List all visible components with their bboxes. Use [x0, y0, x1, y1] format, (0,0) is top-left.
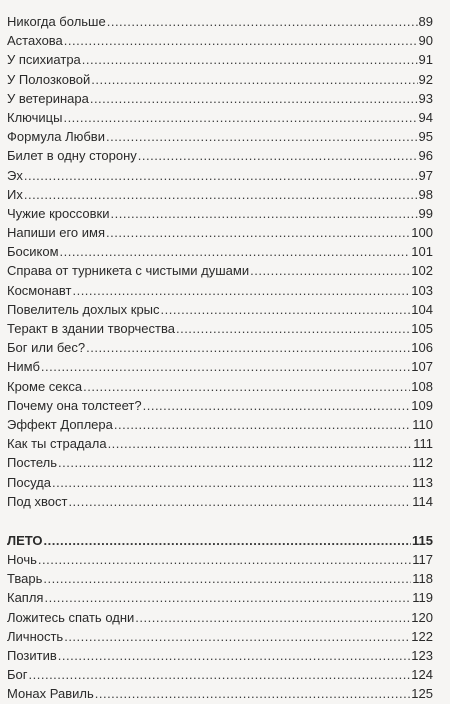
toc-entry	[7, 627, 433, 646]
dot-leader	[135, 608, 410, 627]
section-heading-page: 115	[412, 532, 433, 548]
toc-entry	[7, 185, 433, 204]
dot-leader	[52, 473, 411, 492]
entry-title: У Полозковой	[7, 71, 91, 87]
entry-title: Как ты страдала	[7, 436, 107, 452]
entry-title: Ключицы	[7, 109, 63, 125]
dot-leader	[29, 665, 411, 684]
dot-leader	[90, 89, 418, 108]
dot-leader	[82, 50, 418, 69]
entry-page-number: 105	[411, 321, 433, 336]
entry-page-number: 112	[412, 455, 433, 471]
entry-page-number: 117	[412, 552, 433, 568]
entry-title: Бог или бес?	[7, 340, 86, 356]
toc-entry	[7, 319, 433, 338]
entry-page-number: 111	[413, 436, 433, 452]
toc-entry	[7, 492, 433, 511]
entry-page-number: 106	[411, 340, 433, 356]
toc-entry	[7, 242, 433, 261]
entry-page-number: 123	[411, 648, 433, 663]
entry-page-number: 104	[411, 301, 433, 317]
entry-title: Личность	[7, 628, 64, 644]
dot-leader	[176, 319, 410, 338]
entry-page-number: 92	[418, 71, 433, 87]
entry-title: Эффект Доплера	[7, 416, 113, 432]
entry-page-number: 94	[418, 109, 433, 125]
toc-entry	[7, 434, 433, 453]
toc-entry	[7, 608, 433, 627]
dot-leader	[106, 127, 418, 146]
toc-entry	[7, 453, 433, 472]
dot-leader	[41, 357, 410, 376]
entry-title: Эх	[7, 167, 23, 183]
dot-leader	[43, 569, 411, 588]
section-heading-title: ЛЕТО	[7, 532, 43, 548]
toc-entry	[7, 588, 433, 607]
toc-entry	[7, 146, 433, 165]
dot-leader	[24, 166, 418, 185]
entry-title: Ложитесь спать одни	[7, 609, 135, 625]
entry-title: Монах Равиль	[7, 686, 94, 702]
dot-leader	[58, 453, 411, 472]
entry-title: Теракт в здании творчества	[7, 321, 175, 336]
dot-leader	[83, 377, 410, 396]
toc-section	[7, 12, 433, 511]
toc-entry	[7, 665, 433, 684]
entry-page-number: 96	[418, 148, 433, 164]
entry-page-number: 103	[411, 282, 433, 298]
dot-leader	[44, 588, 411, 607]
entry-page-number: 98	[418, 186, 433, 202]
entry-page-number: 113	[412, 474, 433, 490]
toc-entry	[7, 89, 433, 108]
entry-title: Никогда больше	[7, 14, 106, 29]
entry-title: Справа от турникета с чистыми душами	[7, 263, 250, 279]
entry-title: Постель	[7, 455, 58, 471]
dot-leader	[107, 12, 418, 31]
dot-leader	[108, 434, 413, 453]
table-of-contents	[7, 12, 433, 704]
dot-leader	[58, 646, 411, 665]
dot-leader	[38, 550, 411, 569]
entry-title: Нимб	[7, 359, 40, 375]
toc-entry	[7, 223, 433, 242]
toc-entry	[7, 338, 433, 357]
entry-title: Капля	[7, 590, 44, 606]
entry-page-number: 119	[412, 590, 433, 606]
section-gap	[7, 511, 433, 531]
dot-leader	[138, 146, 418, 165]
entry-title: Кроме секса	[7, 378, 83, 394]
toc-entry	[7, 127, 433, 146]
dot-leader	[44, 531, 411, 550]
toc-section-heading	[7, 531, 433, 550]
dot-leader	[111, 204, 418, 223]
entry-title: Бог	[7, 667, 28, 683]
dot-leader	[60, 242, 411, 261]
entry-page-number: 118	[412, 571, 433, 587]
entry-page-number: 89	[418, 14, 433, 29]
toc-entry	[7, 108, 433, 127]
toc-entry	[7, 281, 433, 300]
entry-page-number: 90	[418, 33, 433, 49]
entry-title: Формула Любви	[7, 129, 105, 145]
entry-title: У ветеринара	[7, 90, 89, 106]
toc-entry	[7, 569, 433, 588]
toc-entry	[7, 31, 433, 50]
dot-leader	[114, 415, 411, 434]
entry-page-number: 110	[412, 416, 433, 432]
toc-entry	[7, 646, 433, 665]
entry-title: Астахова	[7, 33, 63, 49]
entry-title: Ночь	[7, 552, 37, 568]
dot-leader	[95, 684, 411, 703]
entry-page-number: 125	[411, 686, 433, 702]
entry-page-number: 114	[412, 493, 433, 509]
entry-page-number: 120	[411, 609, 433, 625]
entry-title: Напиши его имя	[7, 225, 105, 241]
entry-page-number: 99	[418, 205, 433, 221]
dot-leader	[72, 281, 410, 300]
entry-title: Билет в одну сторону	[7, 148, 137, 164]
entry-title: Тварь	[7, 571, 43, 587]
dot-leader	[106, 223, 410, 242]
entry-title: У психиатра	[7, 52, 81, 68]
dot-leader	[143, 396, 411, 415]
toc-entry	[7, 415, 433, 434]
entry-page-number: 122	[411, 628, 433, 644]
toc-entry	[7, 166, 433, 185]
entry-title: Почему она толстеет?	[7, 397, 142, 413]
dot-leader	[63, 108, 417, 127]
toc-entry	[7, 684, 433, 703]
dot-leader	[91, 70, 417, 89]
entry-title: Космонавт	[7, 282, 72, 298]
entry-page-number: 108	[411, 378, 433, 394]
entry-page-number: 107	[411, 359, 433, 375]
dot-leader	[161, 300, 411, 319]
entry-page-number: 93	[418, 90, 433, 106]
dot-leader	[68, 492, 411, 511]
toc-entry	[7, 396, 433, 415]
entry-title: Под хвост	[7, 493, 68, 509]
entry-page-number: 97	[418, 167, 433, 183]
toc-entry	[7, 70, 433, 89]
toc-entry	[7, 204, 433, 223]
entry-page-number: 102	[411, 263, 433, 279]
entry-title: Повелитель дохлых крыс	[7, 301, 160, 317]
dot-leader	[86, 338, 410, 357]
entry-page-number: 100	[411, 225, 433, 241]
toc-entry	[7, 357, 433, 376]
toc-entry	[7, 550, 433, 569]
entry-title: Их	[7, 186, 23, 202]
dot-leader	[64, 627, 410, 646]
toc-section	[7, 531, 433, 704]
dot-leader	[24, 185, 418, 204]
toc-entry	[7, 473, 433, 492]
entry-page-number: 91	[418, 52, 433, 68]
entry-title: Посуда	[7, 474, 51, 490]
entry-title: Позитив	[7, 648, 57, 663]
dot-leader	[250, 261, 410, 280]
toc-entry	[7, 377, 433, 396]
entry-title: Чужие кроссовки	[7, 205, 110, 221]
entry-page-number: 101	[411, 244, 433, 260]
entry-page-number: 109	[411, 397, 433, 413]
toc-entry	[7, 300, 433, 319]
toc-entry	[7, 50, 433, 69]
entry-page-number: 124	[411, 667, 433, 683]
entry-page-number: 95	[418, 129, 433, 145]
toc-entry	[7, 12, 433, 31]
dot-leader	[64, 31, 418, 50]
toc-entry	[7, 261, 433, 280]
entry-title: Босиком	[7, 244, 59, 260]
